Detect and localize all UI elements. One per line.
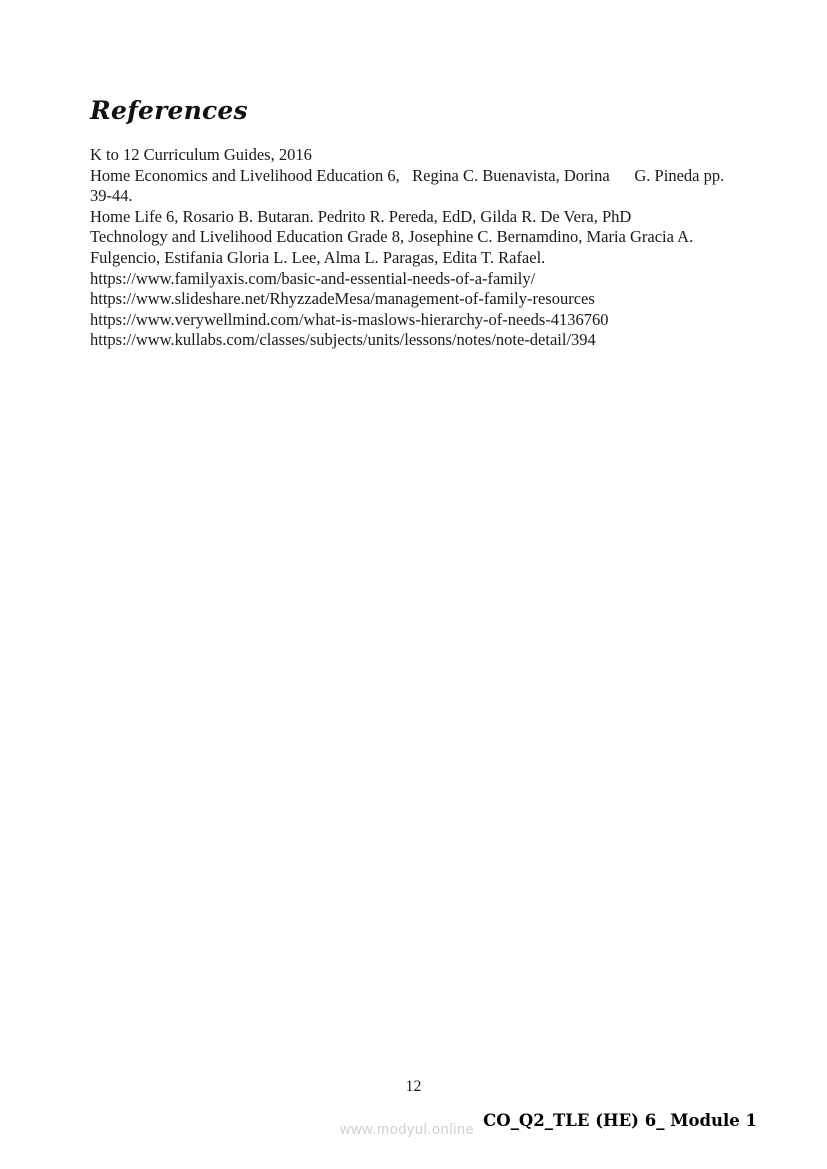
list-item: https://www.verywellmind.com/what-is-maslows-hierarchy-of-needs-4136760 (90, 309, 609, 329)
list-item: Home Life 6, Rosario B. Butaran. Pedrito R. Pereda, EdD, Gilda R. De Vera, PhD (90, 206, 632, 226)
list-item: https://www.slideshare.net/RhyzzadeMesa/management-of-family-resources (90, 289, 595, 309)
page-title: References (90, 96, 248, 125)
list-item: https://www.familyaxis.com/basic-and-essential-needs-of-a-family/ (90, 268, 536, 288)
page-number: 12 (405, 1078, 422, 1095)
watermark: www.modyul.online (340, 1122, 475, 1138)
list-item: https://www.kullabs.com/classes/subjects/units/lessons/notes/note-detail/394 (90, 330, 596, 350)
references-section (90, 96, 730, 351)
reference-list (90, 145, 730, 351)
footer-module-code: CO_Q2_TLE (HE) 6_ Module 1 (483, 1111, 757, 1130)
list-item: Home Economics and Livelihood Education 6, Regina C. Buenavista, Dorina G. Pineda pp. 39-44. (90, 165, 729, 206)
list-item: K to 12 Curriculum Guides, 2016 (90, 145, 312, 164)
list-item: Technology and Livelihood Education Grade 8, Josephine C. Bernamdino, Maria Gracia A. Fulgencio, Estifania Gloria L. Lee, Alma L. Paragas, Edita T. Rafael. (90, 227, 698, 267)
